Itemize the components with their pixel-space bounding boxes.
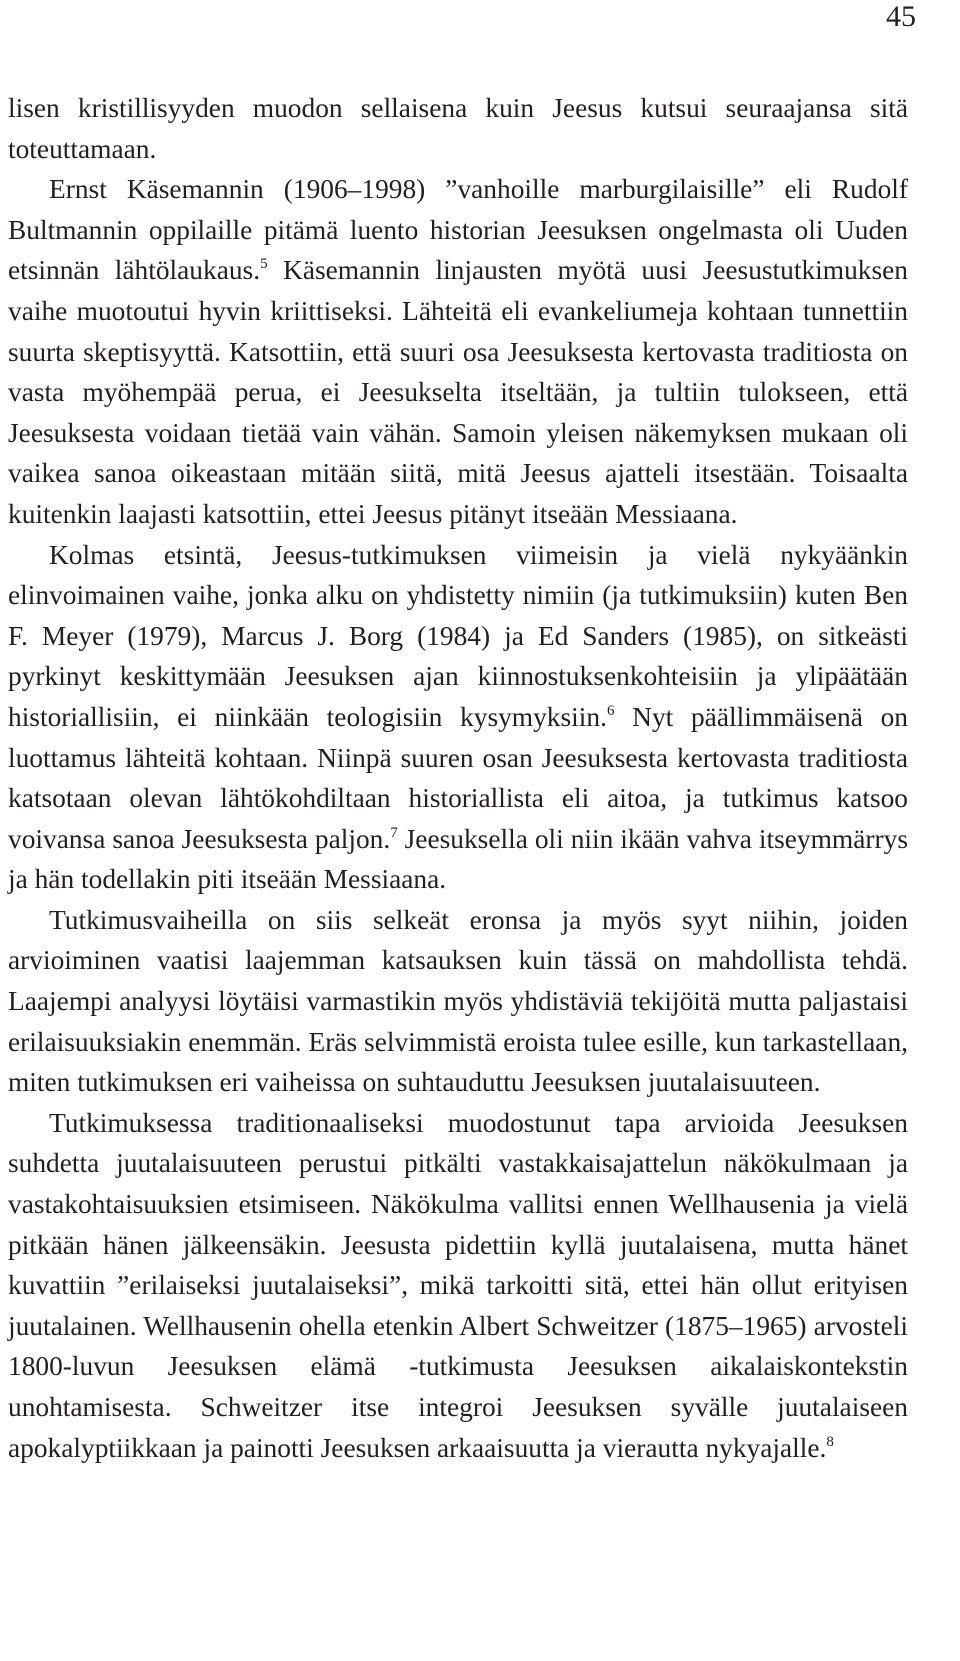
paragraph-text: Käsemannin linjausten myötä uusi Jeesustutkimuksen vaihe muotoutui hyvin kriittiseksi. Lähteitä eli evankeliumeja kohtaan tunnettiin suurta skeptisyyttä. Katsottiin, että suuri osa Jeesuksesta kertovasta traditiosta on vasta myöhempää perua, ei Jeesukselta itseltään, ja tultiin tulokseen, että Jeesuksesta voidaan tietää vain vähän. Samoin yleisen näkemyksen mukaan oli vaikea sanoa oikeastaan mitään siitä, mitä Jeesus ajatteli itsestään. Toisaalta kuitenkin laajasti katsottiin, ettei Jeesus pitänyt itseään Messiaana. [8, 255, 908, 529]
paragraph [8, 535, 908, 900]
paragraph-text: lisen kristillisyyden muodon sellaisena kuin Jeesus kutsui seuraajansa sitä toteuttamaan. [8, 93, 908, 164]
paragraph-text: Kolmas etsintä, Jeesus-tutkimuksen viimeisin ja vielä nykyäänkin elinvoimainen vaihe, jonka alku on yhdistetty nimiin (ja tutkimuksiin) kuten Ben F. Meyer (1979), Marcus J. Borg (1984) ja Ed Sanders (1985), on sitkeästi pyrkinyt keskittymään Jeesuksen ajan kiinnostuksenkohteisiin ja ylipäätään historiallisiin, ei niinkään teologisiin kysymyksiin. [8, 539, 908, 732]
paragraph-text: Tutkimuksessa traditionaaliseksi muodostunut tapa arvioida Jeesuksen suhdetta juutalaisuuteen perustui pitkälti vastakkaisajattelun näkökulmaan ja vastakohtaisuuksien etsimiseen. Näkökulma vallitsi ennen Wellhausenia ja vielä pitkään hänen jälkeensäkin. Jeesusta pidettiin kyllä juutalaisena, mutta hänet kuvattiin ”erilaiseksi juutalaiseksi”, mikä tarkoitti sitä, ettei hän ollut erityisen juutalainen. Wellhausenin ohella etenkin Albert Schweitzer (1875–1965) arvosteli 1800-luvun Jeesuksen elämä -tutkimusta Jeesuksen aikalaiskontekstin unohtamisesta. Schweitzer itse integroi Jeesuksen syvälle juutalaiseen apokalyptiikkaan ja painotti Jeesuksen arkaaisuutta ja vierautta nykyajalle. [8, 1107, 908, 1463]
footnote-marker[interactable]: 6 [606, 702, 615, 719]
paragraph [8, 88, 908, 169]
paragraph-text: Ernst Käsemannin (1906–1998) ”vanhoille marburgilaisille” eli Rudolf Bultmannin oppilaille pitämä luento historian Jeesuksen ongelmasta oli Uuden etsinnän lähtölaukaus. [8, 174, 908, 286]
paragraph-text: Nyt päällimmäisenä on luottamus lähteitä kohtaan. Niinpä suuren osan Jeesuksesta kertovasta traditiosta katsotaan olevan lähtökohdiltaan historiallista eli aitoa, ja tutkimus katsoo voivansa sanoa Jeesuksesta paljon. [8, 701, 908, 854]
paragraph [8, 900, 908, 1103]
footnote-marker[interactable]: 8 [826, 1433, 834, 1450]
footnote-marker[interactable]: 5 [260, 256, 268, 273]
paragraph-text: Jeesuksella oli niin ikään vahva itseymmärrys ja hän todellakin piti itseään Messiaana. [8, 823, 908, 895]
footnote-marker[interactable]: 7 [390, 824, 398, 841]
page-number: 45 [886, 0, 916, 33]
paragraph-text: Tutkimusvaiheilla on siis selkeät eronsa ja myös syyt niihin, joiden arvioiminen vaatisi laajemman katsauksen kuin tässä on mahdollista tehdä. Laajempi analyysi löytäisi varmastikin myös yhdistäviä tekijöitä mutta paljastaisi erilaisuuksiakin enemmän. Eräs selvimmistä eroista tulee esille, kun tarkastellaan, miten tutkimuksen eri vaiheissa on suhtauduttu Jeesuksen juutalaisuuteen. [8, 904, 908, 1098]
paragraph [8, 169, 908, 534]
paragraph [8, 1103, 908, 1468]
body-text [8, 88, 908, 1468]
